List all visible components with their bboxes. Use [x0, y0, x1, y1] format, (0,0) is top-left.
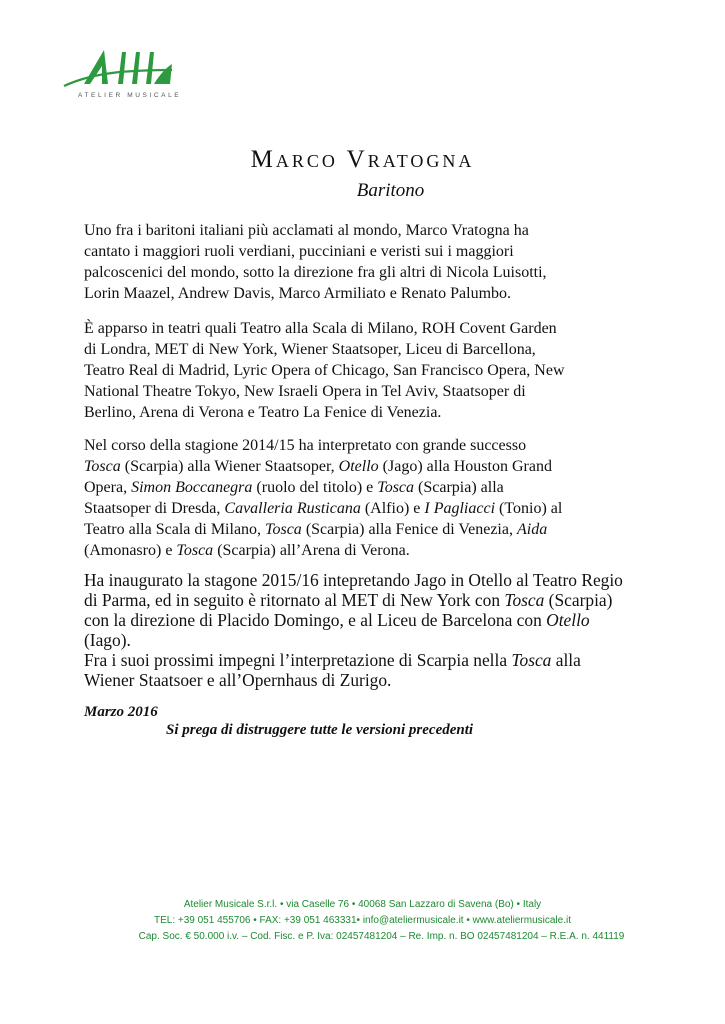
text-run: (Amonasro) e: [84, 542, 177, 559]
paragraph-season-2015: [84, 570, 644, 690]
opera-title: Tosca: [265, 521, 302, 538]
text-line: [84, 498, 644, 519]
opera-title: Tosca: [377, 479, 415, 496]
text-line: [84, 477, 644, 498]
text-line: Lorin Maazel, Andrew Davis, Marco Armiliato e Renato Palumbo.: [84, 285, 512, 302]
text-run: (Jago) alla Houston Grand: [378, 458, 552, 475]
text-line: cantato i maggiori ruoli verdiani, pucciniani e veristi sui i maggiori: [84, 243, 514, 260]
text-line: È apparso in teatri quali Teatro alla Scala di Milano, ROH Covent Garden: [84, 320, 557, 337]
text-run: (Scarpia): [544, 590, 613, 610]
text-line: National Theatre Tokyo, New Israeli Opera in Tel Aviv, Staatsoper di: [84, 383, 526, 400]
opera-title: Tosca: [176, 542, 214, 559]
text-run: (Alfio) e: [360, 500, 425, 517]
text-line: Nel corso della stagione 2014/15 ha interpretato con grande successo: [84, 437, 527, 454]
paragraph-theatres: [84, 318, 644, 423]
text-line: [84, 519, 644, 540]
text-run: (Tonio) al: [495, 500, 563, 517]
text-run: (ruolo del titolo) e: [252, 479, 378, 496]
opera-title: Cavalleria Rusticana: [224, 500, 361, 517]
logo-mark-icon: [60, 44, 195, 92]
opera-title: Otello: [338, 458, 379, 475]
text-run: Teatro alla Scala di Milano,: [84, 521, 266, 538]
opera-title: Otello: [546, 610, 590, 630]
text-line: [84, 540, 644, 561]
opera-title: Aida: [516, 521, 548, 538]
footer-contacts: TEL: +39 051 455706 • FAX: +39 051 463331• info@ateliermusicale.it • www.ateliermusicale.it: [153, 915, 571, 926]
text-run: di Parma, ed in seguito è ritornato al MET di New York con: [84, 590, 505, 610]
paragraph-season-2014: [84, 435, 644, 561]
text-run: (Scarpia) all’Arena di Verona.: [213, 542, 410, 559]
footer-address: Atelier Musicale S.r.l. • via Caselle 76 • 40068 San Lazzaro di Savena (Bo) • Italy: [183, 899, 542, 910]
text-run: Fra i suoi prossimi impegni l’interpretazione di Scarpia nella: [84, 650, 512, 670]
opera-title: Simon Boccanegra: [131, 479, 253, 496]
opera-title: Tosca: [511, 650, 552, 670]
text-line: palcoscenici del mondo, sotto la direzione fra gli altri di Nicola Luisotti,: [84, 264, 547, 281]
opera-title: Tosca: [504, 590, 545, 610]
text-run: (Scarpia) alla: [414, 479, 504, 496]
logo-text: ATELIER MUSICALE: [78, 92, 182, 99]
paragraph-intro: [84, 220, 644, 304]
text-run: alla: [551, 650, 581, 670]
footer-legal: Cap. Soc. € 50.000 i.v. – Cod. Fisc. e P. Iva: 02457481204 – Re. Imp. n. BO 02457481204 – R.E.A. n. 441119: [138, 931, 625, 942]
text-line: [84, 610, 644, 630]
text-line: Teatro Real di Madrid, Lyric Opera of Chicago, San Francisco Opera, New: [84, 362, 565, 379]
text-run: con la direzione di Placido Domingo, e al Liceu de Barcelona con: [84, 610, 547, 630]
document-date: Marzo 2016: [84, 704, 158, 720]
text-line: Wiener Staatsoer e all’Opernhaus di Zurigo.: [84, 670, 392, 690]
text-run: Opera,: [84, 479, 132, 496]
text-line: [84, 456, 644, 477]
company-logo: [60, 44, 195, 104]
text-run: (Scarpia) alla Wiener Staatsoper,: [120, 458, 339, 475]
text-line: [84, 590, 644, 610]
opera-title: Tosca: [84, 458, 121, 475]
version-notice: Si prega di distruggere tutte le versioni precedenti: [166, 722, 474, 738]
text-line: [84, 650, 644, 670]
text-run: (Scarpia) alla Fenice di Venezia,: [301, 521, 517, 538]
artist-name: Marco Vratogna: [250, 146, 475, 173]
text-line: Ha inaugurato la stagone 2015/16 intepretando Jago in Otello al Teatro Regio: [84, 570, 623, 590]
text-line: Berlino, Arena di Verona e Teatro La Fenice di Venezia.: [84, 404, 442, 421]
text-run: Staatsoper di Dresda,: [84, 500, 225, 517]
text-line: (Iago).: [84, 630, 131, 650]
opera-title: I Pagliacci: [424, 500, 496, 517]
footer: [0, 897, 725, 945]
text-line: Uno fra i baritoni italiani più acclamati al mondo, Marco Vratogna ha: [84, 222, 529, 239]
artist-role: Baritono: [356, 180, 425, 201]
text-line: di Londra, MET di New York, Wiener Staatsoper, Liceu di Barcellona,: [84, 341, 536, 358]
